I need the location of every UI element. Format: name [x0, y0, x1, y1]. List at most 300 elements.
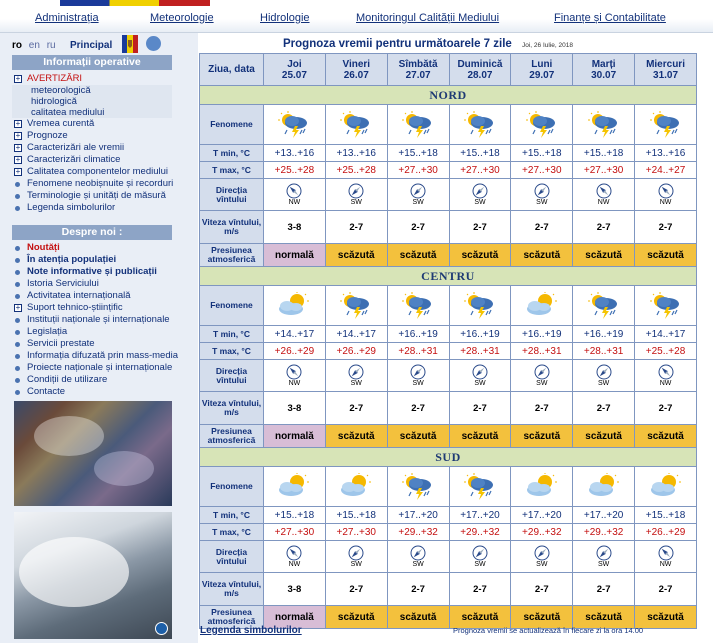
phenomena-label: Fenomene — [200, 105, 264, 145]
wind-direction-icon — [348, 364, 364, 380]
wind-direction-cell — [635, 360, 697, 392]
sidebar-item-informatia-difuzata-prin-mass-media[interactable] — [12, 350, 179, 362]
sidebar-item-caracteriza-ri-ale-vremii[interactable] — [12, 142, 172, 154]
day-date: 26.07 — [343, 69, 369, 81]
pressure-label: Presiunea atmosferică — [200, 606, 264, 629]
sidebar-item-note-informative-si-publicatii[interactable] — [12, 266, 172, 278]
sidebar-item-suport-tehnico-stiintific[interactable] — [12, 302, 172, 314]
wind-speed-value: 2-7 — [449, 392, 511, 425]
wind-direction-cell — [325, 360, 387, 392]
pressure-value: scăzută — [449, 425, 511, 448]
thunderstorm-icon — [463, 473, 497, 501]
sidebar — [0, 33, 198, 643]
sidebar-item-label: calitatea mediului — [31, 107, 105, 118]
sun-cloud-icon — [587, 473, 621, 501]
wind-direction-cell — [635, 179, 697, 211]
wind-direction-cell — [573, 360, 635, 392]
thunderstorm-icon — [649, 292, 683, 320]
wind-direction-text: SW — [474, 199, 486, 206]
tmin-value: +16..+19 — [511, 326, 573, 343]
wind-direction-cell — [449, 179, 511, 211]
sidebar-item-proiecte-nationale-si-internationale[interactable] — [12, 362, 172, 374]
sidebar-item-calitatea-mediului[interactable] — [12, 107, 172, 118]
wind-direction-icon — [658, 364, 674, 380]
about-header: Despre noi : — [12, 225, 172, 240]
thunderstorm-icon — [401, 111, 435, 139]
region-row-centru — [200, 267, 697, 286]
wind-direction-icon — [410, 183, 426, 199]
wind-direction-icon — [472, 545, 488, 561]
pressure-value: scăzută — [511, 244, 573, 267]
wind-direction-icon — [534, 183, 550, 199]
about-list — [12, 242, 179, 398]
wind-direction-icon — [596, 364, 612, 380]
day-header-simbata — [387, 54, 449, 86]
sidebar-item-vremea-curenta[interactable] — [12, 118, 172, 130]
wind-direction-text: SW — [474, 380, 486, 387]
sidebar-item-label: Servicii prestate — [27, 338, 95, 349]
expand-plus-icon[interactable]: + — [15, 119, 21, 128]
wind-speed-value: 2-7 — [325, 211, 387, 244]
wind-direction-cell — [449, 541, 511, 573]
principal-link[interactable]: Principal — [70, 40, 113, 51]
nav-meteorologie[interactable]: Meteorologie — [150, 12, 214, 24]
flag-banner — [60, 0, 210, 6]
sidebar-item-legislatia[interactable] — [12, 326, 172, 338]
pressure-label: Presiunea atmosferică — [200, 425, 264, 448]
tmin-value: +14..+17 — [264, 326, 326, 343]
day-date: 25.07 — [281, 69, 307, 81]
wind-speed-row — [200, 211, 697, 244]
tmax-label: T max, °C — [200, 524, 264, 541]
wind-speed-value: 2-7 — [325, 573, 387, 606]
tmax-value: +27..+30 — [325, 524, 387, 541]
phenomena-cell — [325, 105, 387, 145]
tmin-value: +14..+17 — [325, 326, 387, 343]
sidebar-item-label: Legislația — [27, 326, 68, 337]
thunderstorm-icon — [277, 111, 311, 139]
sidebar-item-institutii-nationale-si-internationale[interactable] — [12, 314, 172, 326]
tmax-value: +26..+29 — [264, 343, 326, 360]
phenomena-cell — [449, 286, 511, 326]
phenomena-cell — [449, 105, 511, 145]
sun-cloud-icon — [525, 292, 559, 320]
wind-direction-text: SW — [412, 561, 424, 568]
sidebar-item-hidrologica[interactable] — [12, 96, 172, 107]
wind-direction-text: SW — [536, 561, 548, 568]
tmax-value: +28..+31 — [387, 343, 449, 360]
tmax-value: +28..+31 — [449, 343, 511, 360]
sidebar-item-label: Activitatea internațională — [27, 290, 131, 301]
tmax-label: T max, °C — [200, 162, 264, 179]
tmax-value: +27..+30 — [264, 524, 326, 541]
sun-cloud-icon — [277, 292, 311, 320]
sidebar-item-activitatea-internationala[interactable] — [12, 290, 172, 302]
bullet-icon — [15, 206, 20, 211]
tmax-value: +28..+31 — [511, 343, 573, 360]
wind-speed-row — [200, 392, 697, 425]
wind-direction-cell — [387, 360, 449, 392]
wind-direction-icon — [658, 545, 674, 561]
wind-direction-text: SW — [350, 561, 362, 568]
phenomena-row — [200, 286, 697, 326]
sidebar-item-label: AVERTIZĂRI — [27, 73, 83, 84]
phenomena-cell — [264, 286, 326, 326]
phenomena-cell — [511, 467, 573, 507]
wind-direction-row — [200, 179, 697, 211]
wind-direction-icon — [286, 364, 302, 380]
sidebar-item-caracterizari-climatice[interactable] — [12, 154, 172, 166]
pressure-row — [200, 425, 697, 448]
tmin-value: +15..+18 — [511, 145, 573, 162]
sidebar-item-meteorologica[interactable] — [12, 85, 172, 96]
phenomena-cell — [635, 467, 697, 507]
wind-direction-text: SW — [474, 561, 486, 568]
wind-direction-text: NW — [288, 380, 301, 387]
day-date: 27.07 — [405, 69, 431, 81]
tmin-value: +15..+18 — [635, 507, 697, 524]
phenomena-cell — [511, 105, 573, 145]
main-content — [199, 33, 713, 643]
thunderstorm-icon — [463, 111, 497, 139]
sidebar-item-label: Suport tehnico-științific — [27, 302, 123, 313]
wind-direction-cell — [264, 179, 326, 211]
day-header-vineri — [325, 54, 387, 86]
pressure-value: normală — [264, 606, 326, 629]
expand-plus-icon[interactable]: + — [15, 155, 21, 164]
expand-plus-icon[interactable]: + — [15, 143, 21, 152]
bullet-icon — [15, 342, 20, 347]
wind-direction-text: NW — [659, 380, 672, 387]
wind-direction-cell — [264, 541, 326, 573]
sidebar-item-conditii-de-utilizare[interactable] — [12, 374, 172, 386]
sidebar-item-in-atentia-populatiei[interactable] — [12, 254, 172, 266]
wind-direction-icon — [472, 183, 488, 199]
thunderstorm-icon — [587, 292, 621, 320]
bullet-icon — [15, 194, 20, 199]
bullet-icon — [15, 270, 20, 275]
pressure-value: scăzută — [449, 244, 511, 267]
wind-speed-label: Viteza vîntului, m/s — [200, 392, 264, 425]
wind-speed-value: 2-7 — [635, 392, 697, 425]
wind-speed-value: 2-7 — [573, 392, 635, 425]
update-note: Prognoza vremii se actualizează în fiecare zi la ora 14.00 — [453, 626, 644, 635]
tmax-value: +29..+32 — [511, 524, 573, 541]
wind-direction-cell — [573, 179, 635, 211]
sidebar-item-label: Noutăți — [27, 242, 60, 253]
wind-speed-value: 2-7 — [635, 573, 697, 606]
wind-direction-text: NW — [288, 561, 301, 568]
tmin-label: T min, °C — [200, 145, 264, 162]
wind-speed-value: 3-8 — [264, 211, 326, 244]
phenomena-cell — [264, 467, 326, 507]
thunderstorm-icon — [463, 292, 497, 320]
wind-speed-value: 3-8 — [264, 392, 326, 425]
bullet-icon — [15, 282, 20, 287]
day-name: Marți — [591, 58, 616, 70]
sidebar-item-label: Instituții naționale și internaționale — [27, 314, 170, 325]
wind-speed-value: 2-7 — [387, 573, 449, 606]
sidebar-item-fenomene-neobisnuite-si-recorduri[interactable] — [12, 178, 172, 190]
wind-speed-value: 2-7 — [449, 573, 511, 606]
tmax-value: +27..+30 — [449, 162, 511, 179]
wind-speed-value: 2-7 — [511, 392, 573, 425]
sidebar-item-contacte[interactable] — [12, 386, 172, 398]
pressure-value: normală — [264, 244, 326, 267]
wind-direction-cell — [511, 179, 573, 211]
tmin-value: +16..+19 — [449, 326, 511, 343]
tmax-row — [200, 343, 697, 360]
wind-direction-icon — [596, 545, 612, 561]
phenomena-cell — [511, 286, 573, 326]
wind-direction-text: NW — [659, 199, 672, 206]
wind-speed-value: 2-7 — [387, 392, 449, 425]
wind-direction-icon — [348, 183, 364, 199]
sidebar-item-label: Prognoze — [27, 130, 68, 141]
wind-speed-value: 2-7 — [635, 211, 697, 244]
page-title: Prognoza vremii pentru următoarele 7 zile — [283, 38, 512, 50]
wind-direction-cell — [635, 541, 697, 573]
pressure-value: scăzută — [573, 425, 635, 448]
nav-hidrologie[interactable]: Hidrologie — [260, 12, 310, 24]
tmax-value: +25..+28 — [264, 162, 326, 179]
day-date: 30.07 — [591, 69, 617, 81]
wind-speed-value: 2-7 — [573, 573, 635, 606]
phenomena-cell — [573, 467, 635, 507]
tmin-row — [200, 326, 697, 343]
day-name: Vineri — [342, 58, 371, 70]
wind-direction-text: SW — [598, 561, 610, 568]
expand-plus-icon[interactable]: + — [15, 167, 21, 176]
phenomena-row — [200, 467, 697, 507]
phenomena-label: Fenomene — [200, 467, 264, 507]
tmax-value: +25..+28 — [635, 343, 697, 360]
wind-speed-label: Viteza vîntului, m/s — [200, 573, 264, 606]
sidebar-item-calitatea-componentelor-mediului[interactable] — [12, 166, 172, 178]
day-date: 31.07 — [653, 69, 679, 81]
pressure-value: scăzută — [635, 606, 697, 629]
phenomena-cell — [449, 467, 511, 507]
wmo-logo-icon — [146, 36, 161, 51]
sidebar-item-istoria-serviciului[interactable] — [12, 278, 172, 290]
wind-speed-value: 2-7 — [573, 211, 635, 244]
pressure-value: scăzută — [511, 425, 573, 448]
pressure-value: normală — [264, 425, 326, 448]
wind-speed-value: 2-7 — [449, 211, 511, 244]
phenomena-row — [200, 105, 697, 145]
sidebar-item-label: Terminologie și unități de măsură — [27, 190, 166, 201]
pressure-value: scăzută — [387, 244, 449, 267]
wind-direction-text: SW — [350, 199, 362, 206]
bullet-icon — [15, 294, 20, 299]
lang-en[interactable]: en — [28, 40, 40, 51]
tmin-label: T min, °C — [200, 507, 264, 524]
wind-direction-icon — [472, 364, 488, 380]
region-name: CENTRU — [200, 267, 697, 286]
tmin-value: +15..+18 — [573, 145, 635, 162]
day-date: 28.07 — [467, 69, 493, 81]
wind-speed-value: 2-7 — [511, 211, 573, 244]
satellite-image-moldova[interactable] — [14, 512, 172, 639]
wind-direction-row — [200, 360, 697, 392]
bullet-icon — [15, 330, 20, 335]
pressure-value: scăzută — [573, 606, 635, 629]
wind-direction-cell — [573, 541, 635, 573]
wind-direction-label: Direcția vîntului — [200, 541, 264, 573]
sidebar-item-terminologie-si-unitati-de-masura[interactable] — [12, 190, 172, 202]
sidebar-item-legenda-simbolurilor[interactable] — [12, 202, 172, 214]
wind-direction-text: SW — [412, 199, 424, 206]
wind-direction-icon — [410, 545, 426, 561]
pressure-value: scăzută — [325, 425, 387, 448]
wind-direction-icon — [286, 545, 302, 561]
sidebar-item-label: Legenda simbolurilor — [27, 202, 116, 213]
sidebar-item-label: Calitatea componentelor mediului — [27, 166, 168, 177]
region-name: NORD — [200, 86, 697, 105]
sidebar-item-label: Istoria Serviciului — [27, 278, 99, 289]
wind-direction-text: SW — [536, 380, 548, 387]
lang-ru[interactable]: ru — [46, 40, 56, 51]
tmin-row — [200, 145, 697, 162]
pressure-value: scăzută — [449, 606, 511, 629]
tmin-label: T min, °C — [200, 326, 264, 343]
tmax-row — [200, 162, 697, 179]
wind-direction-cell — [449, 360, 511, 392]
expand-plus-icon[interactable]: + — [15, 74, 21, 83]
wind-direction-text: NW — [288, 199, 301, 206]
top-nav — [0, 12, 713, 30]
wind-direction-cell — [264, 360, 326, 392]
language-switcher — [12, 40, 60, 54]
phenomena-cell — [573, 286, 635, 326]
wind-direction-cell — [387, 179, 449, 211]
tmax-value: +25..+28 — [325, 162, 387, 179]
wind-speed-row — [200, 573, 697, 606]
region-name: SUD — [200, 448, 697, 467]
tmin-value: +15..+18 — [325, 507, 387, 524]
wind-direction-icon — [286, 183, 302, 199]
phenomena-cell — [387, 286, 449, 326]
day-name: Miercuri — [646, 58, 685, 70]
phenomena-cell — [387, 467, 449, 507]
satellite-image-europe[interactable] — [14, 401, 172, 506]
pressure-value: scăzută — [387, 606, 449, 629]
pressure-value: scăzută — [573, 244, 635, 267]
expand-plus-icon[interactable]: + — [15, 303, 21, 312]
tmin-value: +17..+20 — [511, 507, 573, 524]
wind-direction-text: SW — [536, 199, 548, 206]
wind-direction-text: NW — [659, 561, 672, 568]
phenomena-cell — [387, 105, 449, 145]
sidebar-item-label: Vremea curentă — [27, 118, 95, 129]
tmax-value: +29..+32 — [573, 524, 635, 541]
nav-monitoringul[interactable]: Monitoringul Calității Mediului — [356, 12, 500, 24]
sidebar-item-servicii-prestate[interactable] — [12, 338, 172, 350]
wind-direction-row — [200, 541, 697, 573]
sidebar-item-label: meteorologică — [31, 85, 91, 96]
day-date: 29.07 — [529, 69, 555, 81]
region-row-nord — [200, 86, 697, 105]
thunderstorm-icon — [649, 111, 683, 139]
wind-direction-icon — [348, 545, 364, 561]
wind-direction-icon — [534, 364, 550, 380]
lang-ro[interactable]: ro — [12, 40, 22, 51]
sidebar-item-avertizari[interactable] — [12, 73, 172, 85]
wind-direction-icon — [658, 183, 674, 199]
day-header-duminica — [449, 54, 511, 86]
tmax-value: +27..+30 — [573, 162, 635, 179]
nav-administratia[interactable]: Administrația — [35, 12, 99, 24]
tmax-value: +27..+30 — [387, 162, 449, 179]
bullet-icon — [15, 318, 20, 323]
wind-direction-cell — [325, 179, 387, 211]
tmin-value: +14..+17 — [635, 326, 697, 343]
sidebar-item-noutati[interactable] — [12, 242, 172, 254]
phenomena-cell — [264, 105, 326, 145]
thunderstorm-icon — [339, 292, 373, 320]
sidebar-item-label: Proiecte naționale și internaționale — [27, 362, 173, 373]
sidebar-item-label: Caracterizări climatice — [27, 154, 121, 165]
day-header-label: Ziua, data — [200, 54, 264, 86]
wind-direction-text: SW — [350, 380, 362, 387]
pressure-row — [200, 244, 697, 267]
sidebar-item-label: În atenția populației — [27, 254, 117, 265]
wind-direction-text: SW — [412, 380, 424, 387]
wind-speed-label: Viteza vîntului, m/s — [200, 211, 264, 244]
tmin-value: +13..+16 — [635, 145, 697, 162]
wind-direction-cell — [511, 541, 573, 573]
wind-speed-value: 3-8 — [264, 573, 326, 606]
current-date: Joi, 26 Iulie, 2018 — [522, 42, 573, 49]
pressure-value: scăzută — [325, 244, 387, 267]
day-header-luni — [511, 54, 573, 86]
wind-direction-label: Direcția vîntului — [200, 179, 264, 211]
legend-link[interactable]: Legenda simbolurilor — [200, 625, 302, 636]
bullet-icon — [15, 378, 20, 383]
bullet-icon — [15, 354, 20, 359]
pressure-value: scăzută — [511, 606, 573, 629]
pressure-value: scăzută — [387, 425, 449, 448]
tmin-value: +16..+19 — [387, 326, 449, 343]
pressure-value: scăzută — [635, 425, 697, 448]
expand-plus-icon[interactable]: + — [15, 131, 21, 140]
thunderstorm-icon — [401, 473, 435, 501]
tmin-value: +13..+16 — [325, 145, 387, 162]
tmax-value: +28..+31 — [573, 343, 635, 360]
sun-cloud-icon — [525, 473, 559, 501]
sun-cloud-icon — [277, 473, 311, 501]
nav-finante[interactable]: Finanțe și Contabilitate — [554, 12, 666, 24]
day-name: Joi — [287, 58, 302, 70]
day-name: Duminică — [457, 58, 503, 70]
sidebar-item-label: Fenomene neobișnuite și recorduri — [27, 178, 174, 189]
day-name: Sîmbătă — [398, 58, 438, 70]
pressure-label: Presiunea atmosferică — [200, 244, 264, 267]
sidebar-item-label: Note informative și publicații — [27, 266, 157, 277]
sidebar-item-label: Condiții de utilizare — [27, 374, 108, 385]
sidebar-item-prognoze[interactable] — [12, 130, 172, 142]
bullet-icon — [15, 182, 20, 187]
phenomena-cell — [635, 286, 697, 326]
tmax-value: +29..+32 — [449, 524, 511, 541]
wind-direction-text: NW — [597, 199, 610, 206]
thunderstorm-icon — [401, 292, 435, 320]
pressure-value: scăzută — [635, 244, 697, 267]
tmax-value: +26..+29 — [325, 343, 387, 360]
sun-cloud-icon — [649, 473, 683, 501]
tmin-value: +15..+18 — [387, 145, 449, 162]
tmin-value: +17..+20 — [573, 507, 635, 524]
